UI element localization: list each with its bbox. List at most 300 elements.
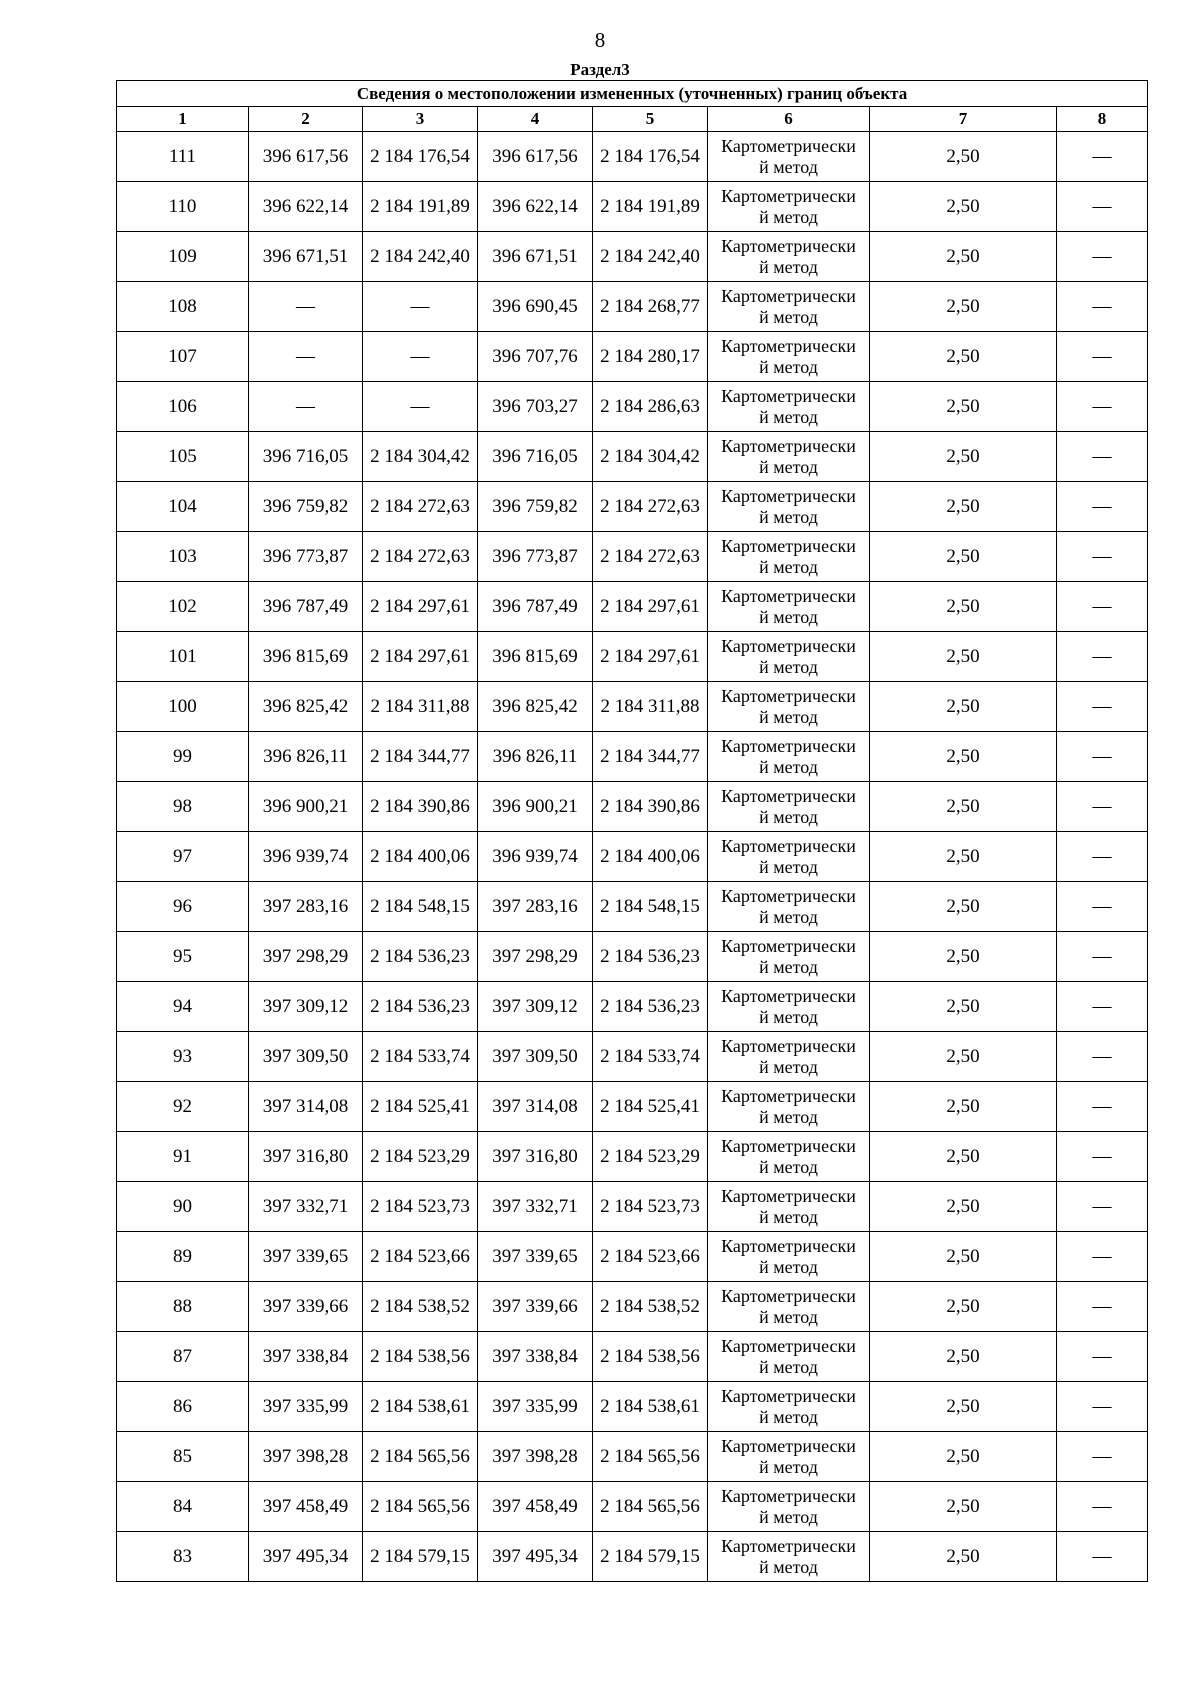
point-number-cell: 93 [117, 1032, 249, 1082]
method-cell [708, 732, 870, 782]
new-y-cell: 2 184 533,74 [593, 1032, 708, 1082]
old-x-cell: 396 787,49 [249, 582, 363, 632]
description-cell: — [1057, 182, 1148, 232]
old-y-cell: — [363, 332, 478, 382]
method-text-line-2: й метод [759, 856, 818, 877]
description-cell: — [1057, 1132, 1148, 1182]
new-x-cell: 396 825,42 [478, 682, 593, 732]
accuracy-cell: 2,50 [870, 432, 1057, 482]
new-y-cell: 2 184 311,88 [593, 682, 708, 732]
point-number-cell: 95 [117, 932, 249, 982]
new-y-cell: 2 184 280,17 [593, 332, 708, 382]
method-cell [708, 182, 870, 232]
method-text-line-1: Картометрически [721, 1085, 856, 1106]
old-y-cell: 2 184 304,42 [363, 432, 478, 482]
table-row [117, 482, 1148, 532]
description-cell: — [1057, 1232, 1148, 1282]
new-y-cell: 2 184 565,56 [593, 1432, 708, 1482]
new-x-cell: 397 458,49 [478, 1482, 593, 1532]
new-y-cell: 2 184 536,23 [593, 982, 708, 1032]
method-text-line-2: й метод [759, 456, 818, 477]
table-row [117, 932, 1148, 982]
method-cell [708, 482, 870, 532]
method-cell [708, 1032, 870, 1082]
old-y-cell: 2 184 536,23 [363, 982, 478, 1032]
table-row [117, 732, 1148, 782]
new-x-cell: 397 298,29 [478, 932, 593, 982]
new-y-cell: 2 184 286,63 [593, 382, 708, 432]
new-y-cell: 2 184 272,63 [593, 532, 708, 582]
table-row [117, 1382, 1148, 1432]
accuracy-cell: 2,50 [870, 132, 1057, 182]
method-text-line-1: Картометрически [721, 435, 856, 456]
point-number-cell: 109 [117, 232, 249, 282]
method-cell [708, 632, 870, 682]
method-text-line-1: Картометрически [721, 735, 856, 756]
method-cell [708, 982, 870, 1032]
point-number-cell: 110 [117, 182, 249, 232]
description-cell: — [1057, 132, 1148, 182]
method-cell [708, 1432, 870, 1482]
method-text-line-1: Картометрически [721, 185, 856, 206]
section-title: Раздел3 [570, 60, 630, 79]
method-cell [708, 1182, 870, 1232]
old-x-cell: 396 939,74 [249, 832, 363, 882]
description-cell: — [1057, 482, 1148, 532]
new-x-cell: 396 622,14 [478, 182, 593, 232]
table-row [117, 832, 1148, 882]
method-text-line-2: й метод [759, 1106, 818, 1127]
old-x-cell: 396 900,21 [249, 782, 363, 832]
method-text-line-2: й метод [759, 1306, 818, 1327]
new-x-cell: 396 716,05 [478, 432, 593, 482]
old-x-cell: 397 339,65 [249, 1232, 363, 1282]
column-number: 5 [593, 107, 708, 132]
table-row [117, 1432, 1148, 1482]
new-y-cell: 2 184 538,61 [593, 1382, 708, 1432]
method-cell [708, 1282, 870, 1332]
method-cell [708, 1232, 870, 1282]
new-x-cell: 396 826,11 [478, 732, 593, 782]
old-x-cell: 397 335,99 [249, 1382, 363, 1432]
old-x-cell: 396 622,14 [249, 182, 363, 232]
method-text-line-2: й метод [759, 556, 818, 577]
method-text-line-1: Картометрически [721, 1385, 856, 1406]
accuracy-cell: 2,50 [870, 882, 1057, 932]
method-text-line-2: й метод [759, 1006, 818, 1027]
method-cell [708, 232, 870, 282]
point-number-cell: 87 [117, 1332, 249, 1382]
description-cell: — [1057, 332, 1148, 382]
old-y-cell: 2 184 242,40 [363, 232, 478, 282]
table-row [117, 682, 1148, 732]
accuracy-cell: 2,50 [870, 1432, 1057, 1482]
description-cell: — [1057, 282, 1148, 332]
new-x-cell: 396 707,76 [478, 332, 593, 382]
new-x-cell: 397 495,34 [478, 1532, 593, 1582]
column-number: 2 [249, 107, 363, 132]
accuracy-cell: 2,50 [870, 1182, 1057, 1232]
method-cell [708, 132, 870, 182]
new-x-cell: 396 815,69 [478, 632, 593, 682]
method-text-line-1: Картометрически [721, 385, 856, 406]
old-x-cell: 397 338,84 [249, 1332, 363, 1382]
method-text-line-1: Картометрически [721, 335, 856, 356]
method-text-line-1: Картометрически [721, 985, 856, 1006]
method-text-line-2: й метод [759, 1356, 818, 1377]
old-y-cell: 2 184 297,61 [363, 632, 478, 682]
old-x-cell: — [249, 282, 363, 332]
description-cell: — [1057, 982, 1148, 1032]
new-x-cell: 397 339,65 [478, 1232, 593, 1282]
new-y-cell: 2 184 344,77 [593, 732, 708, 782]
method-cell [708, 682, 870, 732]
method-text-line-1: Картометрически [721, 1285, 856, 1306]
method-text-line-1: Картометрически [721, 935, 856, 956]
point-number-cell: 98 [117, 782, 249, 832]
method-cell [708, 432, 870, 482]
method-cell [708, 1532, 870, 1582]
table-row [117, 132, 1148, 182]
column-number: 7 [870, 107, 1057, 132]
method-text-line-1: Картометрически [721, 1135, 856, 1156]
new-y-cell: 2 184 523,66 [593, 1232, 708, 1282]
method-text-line-1: Картометрически [721, 685, 856, 706]
method-text-line-2: й метод [759, 806, 818, 827]
new-y-cell: 2 184 268,77 [593, 282, 708, 332]
point-number-cell: 91 [117, 1132, 249, 1182]
method-cell [708, 1332, 870, 1382]
old-y-cell: 2 184 176,54 [363, 132, 478, 182]
new-x-cell: 397 314,08 [478, 1082, 593, 1132]
new-x-cell: 396 773,87 [478, 532, 593, 582]
table-row [117, 1482, 1148, 1532]
table-row [117, 1232, 1148, 1282]
accuracy-cell: 2,50 [870, 582, 1057, 632]
new-y-cell: 2 184 176,54 [593, 132, 708, 182]
old-y-cell: 2 184 538,61 [363, 1382, 478, 1432]
method-cell [708, 1382, 870, 1432]
method-cell [708, 932, 870, 982]
column-number-row [117, 107, 1148, 132]
old-y-cell: 2 184 579,15 [363, 1532, 478, 1582]
new-y-cell: 2 184 242,40 [593, 232, 708, 282]
old-x-cell: 396 671,51 [249, 232, 363, 282]
old-x-cell: 397 309,50 [249, 1032, 363, 1082]
new-x-cell: 397 398,28 [478, 1432, 593, 1482]
table-row [117, 532, 1148, 582]
method-text-line-1: Картометрически [721, 1435, 856, 1456]
accuracy-cell: 2,50 [870, 1082, 1057, 1132]
old-y-cell: 2 184 272,63 [363, 482, 478, 532]
point-number-cell: 84 [117, 1482, 249, 1532]
old-x-cell: 397 298,29 [249, 932, 363, 982]
table-row [117, 1132, 1148, 1182]
new-y-cell: 2 184 523,73 [593, 1182, 708, 1232]
method-text-line-1: Картометрически [721, 1335, 856, 1356]
old-x-cell: 396 825,42 [249, 682, 363, 732]
new-y-cell: 2 184 297,61 [593, 632, 708, 682]
method-text-line-2: й метод [759, 1506, 818, 1527]
new-y-cell: 2 184 538,52 [593, 1282, 708, 1332]
old-y-cell: — [363, 382, 478, 432]
method-text-line-2: й метод [759, 1556, 818, 1577]
description-cell: — [1057, 882, 1148, 932]
method-text-line-1: Картометрически [721, 1035, 856, 1056]
accuracy-cell: 2,50 [870, 1282, 1057, 1332]
method-text-line-2: й метод [759, 756, 818, 777]
accuracy-cell: 2,50 [870, 1482, 1057, 1532]
method-text-line-1: Картометрически [721, 835, 856, 856]
point-number-cell: 106 [117, 382, 249, 432]
description-cell: — [1057, 532, 1148, 582]
point-number-cell: 103 [117, 532, 249, 582]
point-number-cell: 99 [117, 732, 249, 782]
accuracy-cell: 2,50 [870, 482, 1057, 532]
method-cell [708, 532, 870, 582]
point-number-cell: 100 [117, 682, 249, 732]
method-cell [708, 1132, 870, 1182]
table-row [117, 232, 1148, 282]
old-y-cell: 2 184 525,41 [363, 1082, 478, 1132]
new-y-cell: 2 184 272,63 [593, 482, 708, 532]
point-number-cell: 97 [117, 832, 249, 882]
method-cell [708, 582, 870, 632]
column-number: 6 [708, 107, 870, 132]
point-number-cell: 108 [117, 282, 249, 332]
old-x-cell: 396 826,11 [249, 732, 363, 782]
accuracy-cell: 2,50 [870, 682, 1057, 732]
description-cell: — [1057, 1482, 1148, 1532]
old-y-cell: 2 184 523,73 [363, 1182, 478, 1232]
method-text-line-2: й метод [759, 1156, 818, 1177]
table-row [117, 1532, 1148, 1582]
point-number-cell: 102 [117, 582, 249, 632]
method-cell [708, 782, 870, 832]
point-number-cell: 85 [117, 1432, 249, 1482]
accuracy-cell: 2,50 [870, 1332, 1057, 1382]
method-text-line-2: й метод [759, 1256, 818, 1277]
method-text-line-1: Картометрически [721, 635, 856, 656]
method-text-line-2: й метод [759, 406, 818, 427]
old-y-cell: 2 184 191,89 [363, 182, 478, 232]
description-cell: — [1057, 682, 1148, 732]
new-y-cell: 2 184 536,23 [593, 932, 708, 982]
new-x-cell: 396 759,82 [478, 482, 593, 532]
method-text-line-1: Картометрически [721, 1235, 856, 1256]
new-x-cell: 397 283,16 [478, 882, 593, 932]
table-row [117, 382, 1148, 432]
method-cell [708, 1082, 870, 1132]
table-row [117, 982, 1148, 1032]
old-y-cell: 2 184 538,56 [363, 1332, 478, 1382]
new-x-cell: 396 900,21 [478, 782, 593, 832]
method-text-line-1: Картометрически [721, 285, 856, 306]
accuracy-cell: 2,50 [870, 982, 1057, 1032]
accuracy-cell: 2,50 [870, 632, 1057, 682]
method-text-line-2: й метод [759, 906, 818, 927]
method-text-line-1: Картометрически [721, 785, 856, 806]
old-y-cell: 2 184 565,56 [363, 1432, 478, 1482]
old-x-cell: 397 495,34 [249, 1532, 363, 1582]
method-text-line-2: й метод [759, 506, 818, 527]
new-y-cell: 2 184 525,41 [593, 1082, 708, 1132]
new-x-cell: 396 617,56 [478, 132, 593, 182]
method-text-line-2: й метод [759, 956, 818, 977]
new-y-cell: 2 184 548,15 [593, 882, 708, 932]
description-cell: — [1057, 582, 1148, 632]
description-cell: — [1057, 932, 1148, 982]
description-cell: — [1057, 832, 1148, 882]
new-y-cell: 2 184 297,61 [593, 582, 708, 632]
description-cell: — [1057, 382, 1148, 432]
new-y-cell: 2 184 538,56 [593, 1332, 708, 1382]
table-caption: Сведения о местоположении измененных (уточненных) границ объекта [117, 81, 1148, 107]
table-row [117, 1332, 1148, 1382]
old-y-cell: 2 184 311,88 [363, 682, 478, 732]
page-number: 8 [594, 28, 606, 52]
old-y-cell: 2 184 548,15 [363, 882, 478, 932]
table-row [117, 1282, 1148, 1332]
old-y-cell: 2 184 344,77 [363, 732, 478, 782]
point-number-cell: 105 [117, 432, 249, 482]
old-x-cell: 397 316,80 [249, 1132, 363, 1182]
description-cell: — [1057, 782, 1148, 832]
method-text-line-2: й метод [759, 1206, 818, 1227]
point-number-cell: 107 [117, 332, 249, 382]
description-cell: — [1057, 1082, 1148, 1132]
old-x-cell: 396 815,69 [249, 632, 363, 682]
new-y-cell: 2 184 565,56 [593, 1482, 708, 1532]
old-x-cell: 397 309,12 [249, 982, 363, 1032]
description-cell: — [1057, 1032, 1148, 1082]
point-number-cell: 88 [117, 1282, 249, 1332]
new-x-cell: 396 787,49 [478, 582, 593, 632]
description-cell: — [1057, 432, 1148, 482]
method-text-line-2: й метод [759, 706, 818, 727]
column-number: 1 [117, 107, 249, 132]
accuracy-cell: 2,50 [870, 382, 1057, 432]
old-y-cell: 2 184 523,29 [363, 1132, 478, 1182]
old-x-cell: — [249, 332, 363, 382]
accuracy-cell: 2,50 [870, 832, 1057, 882]
description-cell: — [1057, 1432, 1148, 1482]
coordinates-table [116, 80, 1148, 1582]
description-cell: — [1057, 1332, 1148, 1382]
old-y-cell: 2 184 400,06 [363, 832, 478, 882]
new-x-cell: 397 335,99 [478, 1382, 593, 1432]
method-text-line-2: й метод [759, 656, 818, 677]
table-row [117, 1032, 1148, 1082]
new-x-cell: 396 703,27 [478, 382, 593, 432]
old-y-cell: 2 184 390,86 [363, 782, 478, 832]
accuracy-cell: 2,50 [870, 332, 1057, 382]
old-x-cell: 397 314,08 [249, 1082, 363, 1132]
description-cell: — [1057, 1382, 1148, 1432]
old-y-cell: 2 184 533,74 [363, 1032, 478, 1082]
new-x-cell: 396 939,74 [478, 832, 593, 882]
description-cell: — [1057, 1532, 1148, 1582]
old-x-cell: — [249, 382, 363, 432]
accuracy-cell: 2,50 [870, 232, 1057, 282]
point-number-cell: 96 [117, 882, 249, 932]
method-cell [708, 282, 870, 332]
old-y-cell: 2 184 538,52 [363, 1282, 478, 1332]
table-row [117, 182, 1148, 232]
description-cell: — [1057, 732, 1148, 782]
table-row [117, 282, 1148, 332]
old-x-cell: 396 716,05 [249, 432, 363, 482]
method-text-line-2: й метод [759, 206, 818, 227]
new-x-cell: 397 332,71 [478, 1182, 593, 1232]
method-text-line-1: Картометрически [721, 885, 856, 906]
old-y-cell: 2 184 565,56 [363, 1482, 478, 1532]
table-row [117, 582, 1148, 632]
method-cell [708, 832, 870, 882]
point-number-cell: 89 [117, 1232, 249, 1282]
old-y-cell: 2 184 536,23 [363, 932, 478, 982]
method-text-line-2: й метод [759, 306, 818, 327]
old-y-cell: — [363, 282, 478, 332]
method-text-line-1: Картометрически [721, 1535, 856, 1556]
method-text-line-2: й метод [759, 1406, 818, 1427]
new-x-cell: 397 316,80 [478, 1132, 593, 1182]
accuracy-cell: 2,50 [870, 1532, 1057, 1582]
description-cell: — [1057, 632, 1148, 682]
point-number-cell: 86 [117, 1382, 249, 1432]
new-x-cell: 397 339,66 [478, 1282, 593, 1332]
point-number-cell: 94 [117, 982, 249, 1032]
table-row [117, 432, 1148, 482]
old-x-cell: 397 283,16 [249, 882, 363, 932]
old-x-cell: 396 617,56 [249, 132, 363, 182]
method-text-line-2: й метод [759, 1056, 818, 1077]
accuracy-cell: 2,50 [870, 732, 1057, 782]
method-text-line-2: й метод [759, 1456, 818, 1477]
method-text-line-1: Картометрически [721, 585, 856, 606]
table-row [117, 882, 1148, 932]
old-x-cell: 396 759,82 [249, 482, 363, 532]
new-x-cell: 397 338,84 [478, 1332, 593, 1382]
accuracy-cell: 2,50 [870, 182, 1057, 232]
old-y-cell: 2 184 297,61 [363, 582, 478, 632]
method-text-line-1: Картометрически [721, 135, 856, 156]
description-cell: — [1057, 232, 1148, 282]
table-row [117, 332, 1148, 382]
method-text-line-1: Картометрически [721, 1185, 856, 1206]
point-number-cell: 90 [117, 1182, 249, 1232]
new-x-cell: 397 309,50 [478, 1032, 593, 1082]
column-number: 4 [478, 107, 593, 132]
point-number-cell: 83 [117, 1532, 249, 1582]
old-x-cell: 397 398,28 [249, 1432, 363, 1482]
description-cell: — [1057, 1282, 1148, 1332]
point-number-cell: 101 [117, 632, 249, 682]
point-number-cell: 92 [117, 1082, 249, 1132]
old-x-cell: 397 339,66 [249, 1282, 363, 1332]
old-y-cell: 2 184 523,66 [363, 1232, 478, 1282]
table-caption-row [117, 81, 1148, 107]
table-row [117, 632, 1148, 682]
accuracy-cell: 2,50 [870, 932, 1057, 982]
method-text-line-2: й метод [759, 356, 818, 377]
accuracy-cell: 2,50 [870, 1032, 1057, 1082]
old-y-cell: 2 184 272,63 [363, 532, 478, 582]
accuracy-cell: 2,50 [870, 532, 1057, 582]
method-text-line-2: й метод [759, 606, 818, 627]
method-text-line-2: й метод [759, 256, 818, 277]
table-row [117, 782, 1148, 832]
